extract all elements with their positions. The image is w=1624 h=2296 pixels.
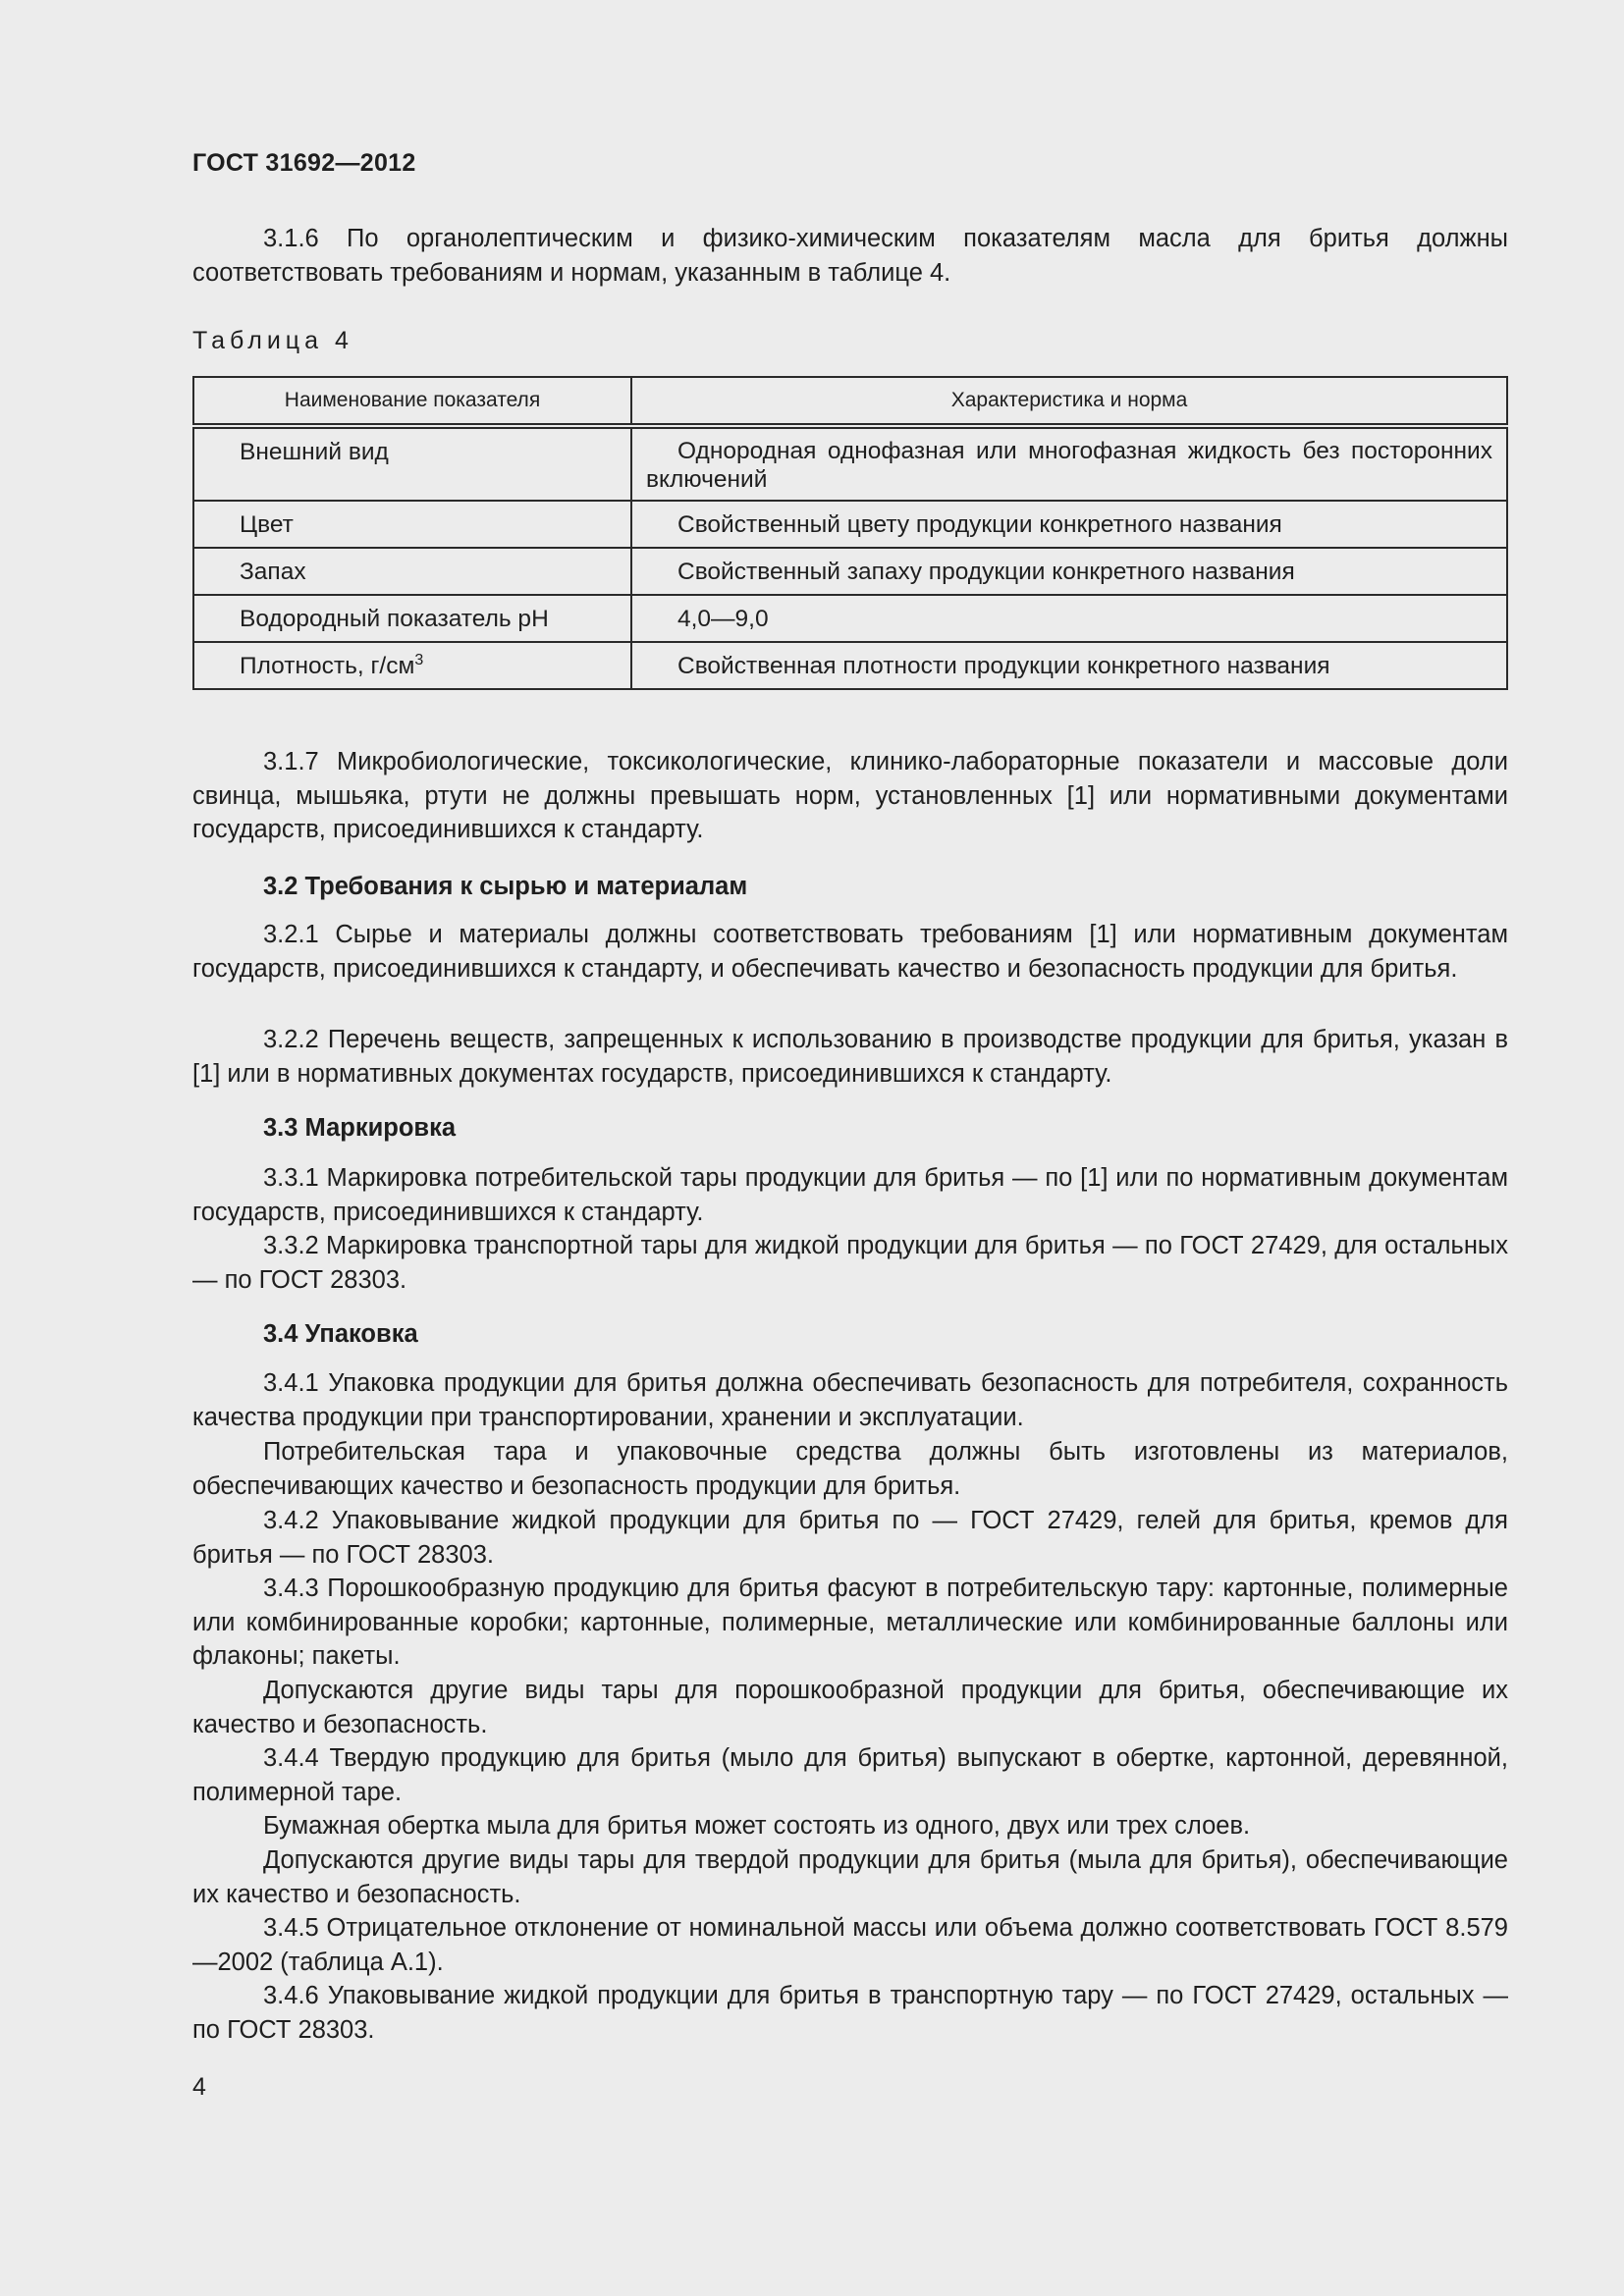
table-row — [193, 548, 1507, 595]
paragraph-3-2-1: 3.2.1 Сырье и материалы должны соответствовать требованиям [1] или нормативным документам государств, присоединившихся к стандарту, и обеспечивать качество и безопасность продукции для бритья. — [192, 921, 1508, 983]
paragraph-3-4-4b: Бумажная обертка мыла для бритья может состоять из одного, двух или трех слоев. — [263, 1812, 1251, 1840]
section-heading-3-4: 3.4 Упаковка — [263, 1320, 418, 1348]
doc-header: ГОСТ 31692—2012 — [192, 149, 416, 177]
table-cell-value: Свойственная плотности продукции конкретного названия — [631, 642, 1507, 689]
paragraph-3-4-2: 3.4.2 Упаковывание жидкой продукции для бритья по — ГОСТ 27429, гелей для бритья, кремов для бритья — по ГОСТ 28303. — [192, 1507, 1508, 1569]
table-cell-value: Свойственный цвету продукции конкретного названия — [631, 501, 1507, 548]
page-number: 4 — [192, 2073, 206, 2101]
paragraph-3-4-1: 3.4.1 Упаковка продукции для бритья должна обеспечивать безопасность для потребителя, сохранность качества продукции при транспортировании, хранении и эксплуатации. — [192, 1369, 1508, 1431]
paragraph-3-4-4: 3.4.4 Твердую продукцию для бритья (мыло для бритья) выпускают в обертке, картонной, деревянной, полимерной таре. — [192, 1744, 1508, 1806]
table-cell-value: Свойственный запаху продукции конкретного названия — [631, 548, 1507, 595]
table-header-row — [193, 377, 1507, 426]
paragraph-3-1-7: 3.1.7 Микробиологические, токсикологические, клинико-лабораторные показатели и массовые доли свинца, мышьяка, ртути не должны превышать норм, установленных [1] или нормативными документами государств, присоединившихся к стандарту. — [192, 748, 1508, 843]
paragraph-3-3-2: 3.3.2 Маркировка транспортной тары для жидкой продукции для бритья — по ГОСТ 27429, для остальных — по ГОСТ 28303. — [192, 1232, 1508, 1294]
table-row — [193, 501, 1507, 548]
table-cell-value: Однородная однофазная или многофазная жидкость без посторонних включений — [631, 426, 1507, 501]
table-row — [193, 642, 1507, 689]
table-cell-name: Водородный показатель pH — [193, 595, 631, 642]
section-heading-3-2: 3.2 Требования к сырью и материалам — [263, 873, 748, 900]
table-title: Таблица 4 — [192, 327, 353, 354]
table-header-value: Характеристика и норма — [631, 377, 1507, 426]
paragraph-3-4-3b: Допускаются другие виды тары для порошкообразной продукции для бритья, обеспечивающие их качество и безопасность. — [192, 1677, 1508, 1738]
table-header-name: Наименование показателя — [193, 377, 631, 426]
paragraph-3-2-2: 3.2.2 Перечень веществ, запрещенных к использованию в производстве продукции для бритья, указан в [1] или в нормативных документах государств, присоединившихся к стандарту. — [192, 1026, 1508, 1088]
paragraph-3-4-5: 3.4.5 Отрицательное отклонение от номинальной массы или объема должно соответствовать ГОСТ 8.579—2002 (таблица А.1). — [192, 1914, 1508, 1976]
table-4 — [192, 376, 1508, 690]
paragraph-3-4-6: 3.4.6 Упаковывание жидкой продукции для бритья в транспортную тару — по ГОСТ 27429, остальных — по ГОСТ 28303. — [192, 1982, 1508, 2044]
table-cell-name: Плотность, $г/см^3$ — [193, 642, 631, 689]
table-cell-name: Запах — [193, 548, 631, 595]
table-cell-name: Внешний вид — [193, 426, 631, 501]
table-cell-name: Цвет — [193, 501, 631, 548]
paragraph-3-4-4c: Допускаются другие виды тары для твердой продукции для бритья (мыла для бритья), обеспечивающие их качество и безопасность. — [192, 1846, 1508, 1908]
section-heading-3-3: 3.3 Маркировка — [263, 1114, 457, 1142]
paragraph-3-4-3: 3.4.3 Порошкообразную продукцию для бритья фасуют в потребительскую тару: картонные, полимерные или комбинированные коробки; картонные, полимерные, металлические или комбинированные баллоны или флаконы; пакеты. — [192, 1575, 1508, 1670]
paragraph-3-1-6: 3.1.6 По органолептическим и физико-химическим показателям масла для бритья должны соответствовать требованиям и нормам, указанным в таблице 4. — [192, 225, 1508, 287]
table-row — [193, 426, 1507, 501]
paragraph-3-4-1b: Потребительская тара и упаковочные средства должны быть изготовлены из материалов, обеспечивающих качество и безопасность продукции для бритья. — [192, 1438, 1508, 1500]
table-cell-value: 4,0—9,0 — [631, 595, 1507, 642]
superscript: 3 — [414, 651, 424, 668]
paragraph-3-3-1: 3.3.1 Маркировка потребительской тары продукции для бритья — по [1] или по нормативным документам государств, присоединившихся к стандарту. — [192, 1164, 1508, 1226]
table-row — [193, 595, 1507, 642]
